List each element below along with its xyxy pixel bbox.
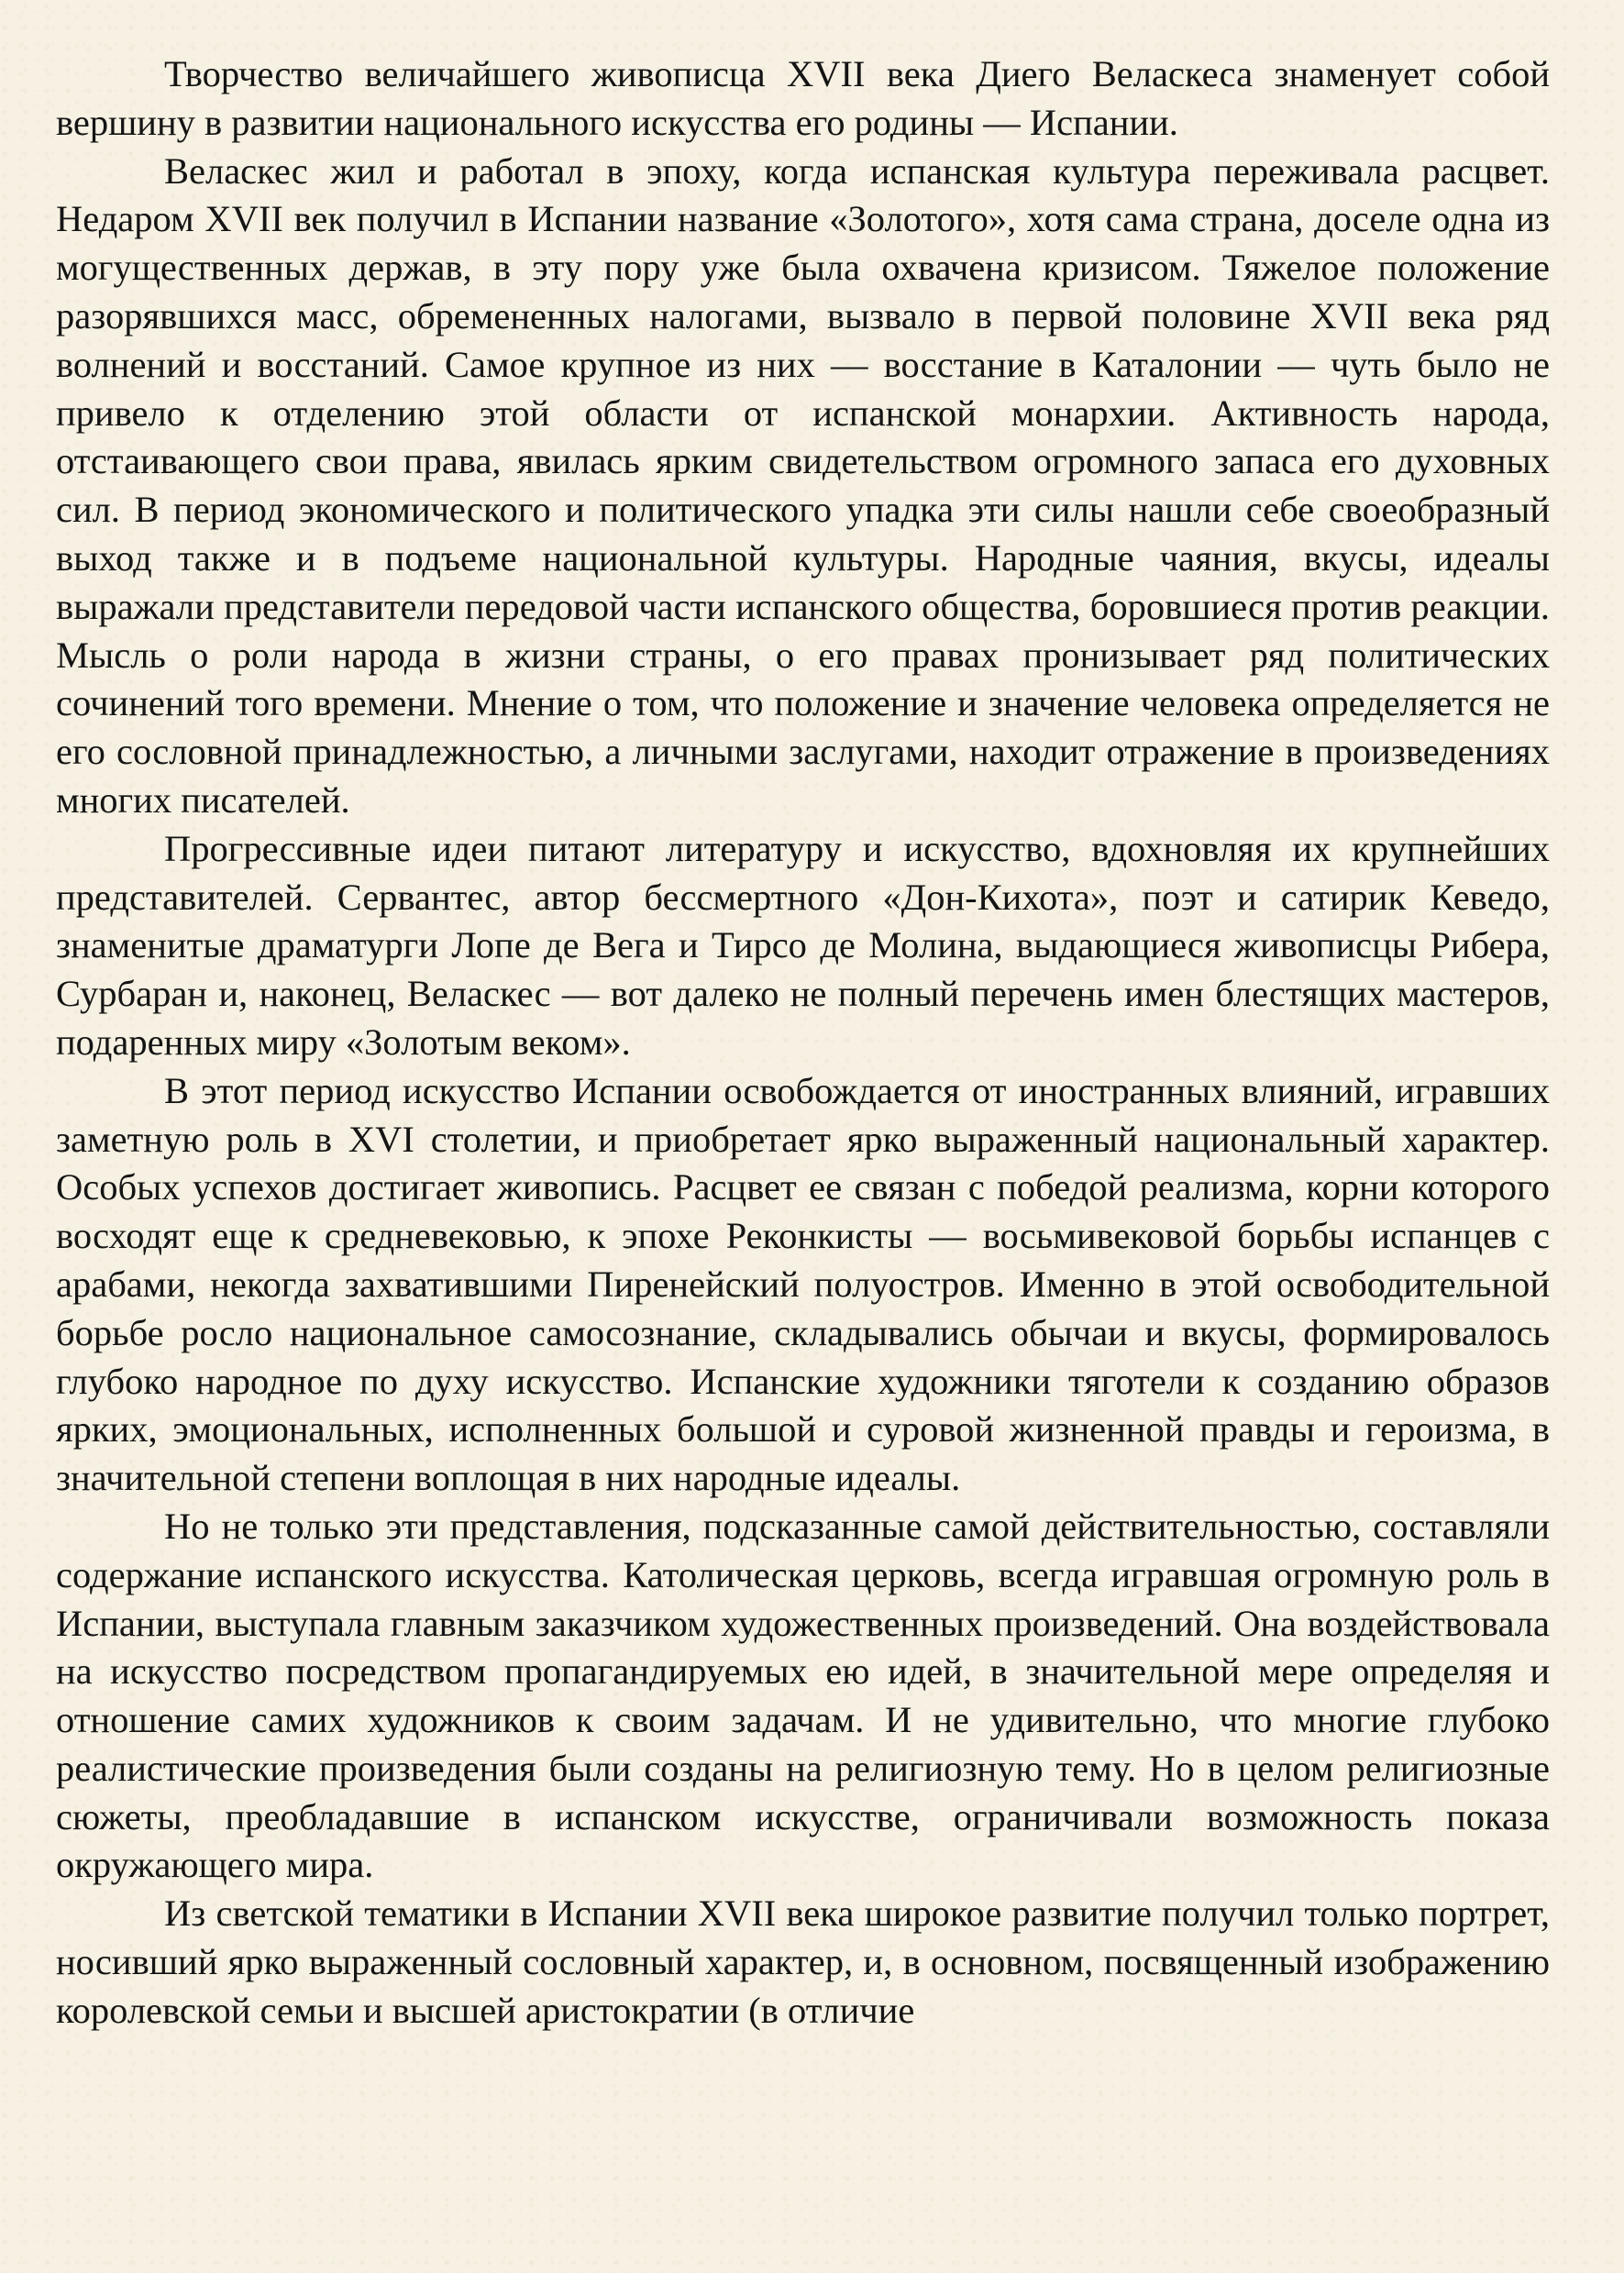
- paragraph: Творчество величайшего живописца XVII века Диего Веласкеса знаменует собой вершину в развитии национального искусства его родины — Испании.: [56, 53, 1550, 143]
- document-page: [56, 50, 1550, 2036]
- paragraph: В этот период искусство Испании освобождается от иностранных влияний, игравших заметную роль в XVI столетии, и приобретает ярко выраженный национальный характер. Особых успехов достигает живопись. Расцвет ее связан с победой реализма, корни которого восходят еще к средневековью, к эпохе Реконкисты — восьмивековой борьбы испанцев с арабами, некогда захватившими Пиренейский полуостров. Именно в этой освободительной борьбе росло национальное самосознание, складывались обычаи и вкусы, формировалось глубоко народное по духу искусство. Испанские художники тяготели к созданию образов ярких, эмоциональных, исполненных большой и суровой жизненной правды и героизма, в значительной степени воплощая в них народные идеалы.: [56, 1069, 1550, 1499]
- paragraph: Из светской тематики в Испании XVII века широкое развитие получил только портрет, носивший ярко выраженный сословный характер, и, в основном, посвященный изображению королевской семьи и высшей аристократии (в отличие: [56, 1892, 1550, 2031]
- paragraph: Веласкес жил и работал в эпоху, когда испанская культура переживала расцвет. Недаром XVII век получил в Испании название «Золотого», хотя сама страна, доселе одна из могущественных держав, в эту пору уже была охвачена кризисом. Тяжелое положение разорявшихся масс, обремененных налогами, вызвало в первой половине XVII века ряд волнений и восстаний. Самое крупное из них — восстание в Каталонии — чуть было не привело к отделению этой области от испанской монархии. Активность народа, отстаивающего свои права, явилась ярким свидетельством огромного запаса его духовных сил. В период экономического и политического упадка эти силы нашли себе своеобразный выход также и в подъеме национальной культуры. Народные чаяния, вкусы, идеалы выражали представители передовой части испанского общества, боровшиеся против реакции. Мысль о роли народа в жизни страны, о его правах пронизывает ряд политических сочинений того времени. Мнение о том, что положение и значение человека определяется не его сословной принадлежностью, а личными заслугами, находит отражение в произведениях многих писателей.: [56, 149, 1550, 821]
- paragraph: Прогрессивные идеи питают литературу и искусство, вдохновляя их крупнейших представителей. Сервантес, автор бессмертного «Дон-Кихота», поэт и сатирик Кеведо, знаменитые драматурги Лопе де Вега и Тирсо де Молина, выдающиеся живописцы Рибера, Сурбаран и, наконец, Веласкес — вот далеко не полный перечень имен блестящих мастеров, подаренных миру «Золотым веком».: [56, 827, 1550, 1063]
- paragraph: Но не только эти представления, подсказанные самой действительностью, составляли содержание испанского искусства. Католическая церковь, всегда игравшая огромную роль в Испании, выступала главным заказчиком художественных произведений. Она воздействовала на искусство посредством пропагандируемых ею идей, в значительной мере определяя и отношение самих художников к своим задачам. И не удивительно, что многие глубоко реалистические произведения были созданы на религиозную тему. Но в целом религиозные сюжеты, преобладавшие в испанском искусстве, ограничивали возможность показа окружающего мира.: [56, 1505, 1550, 1886]
